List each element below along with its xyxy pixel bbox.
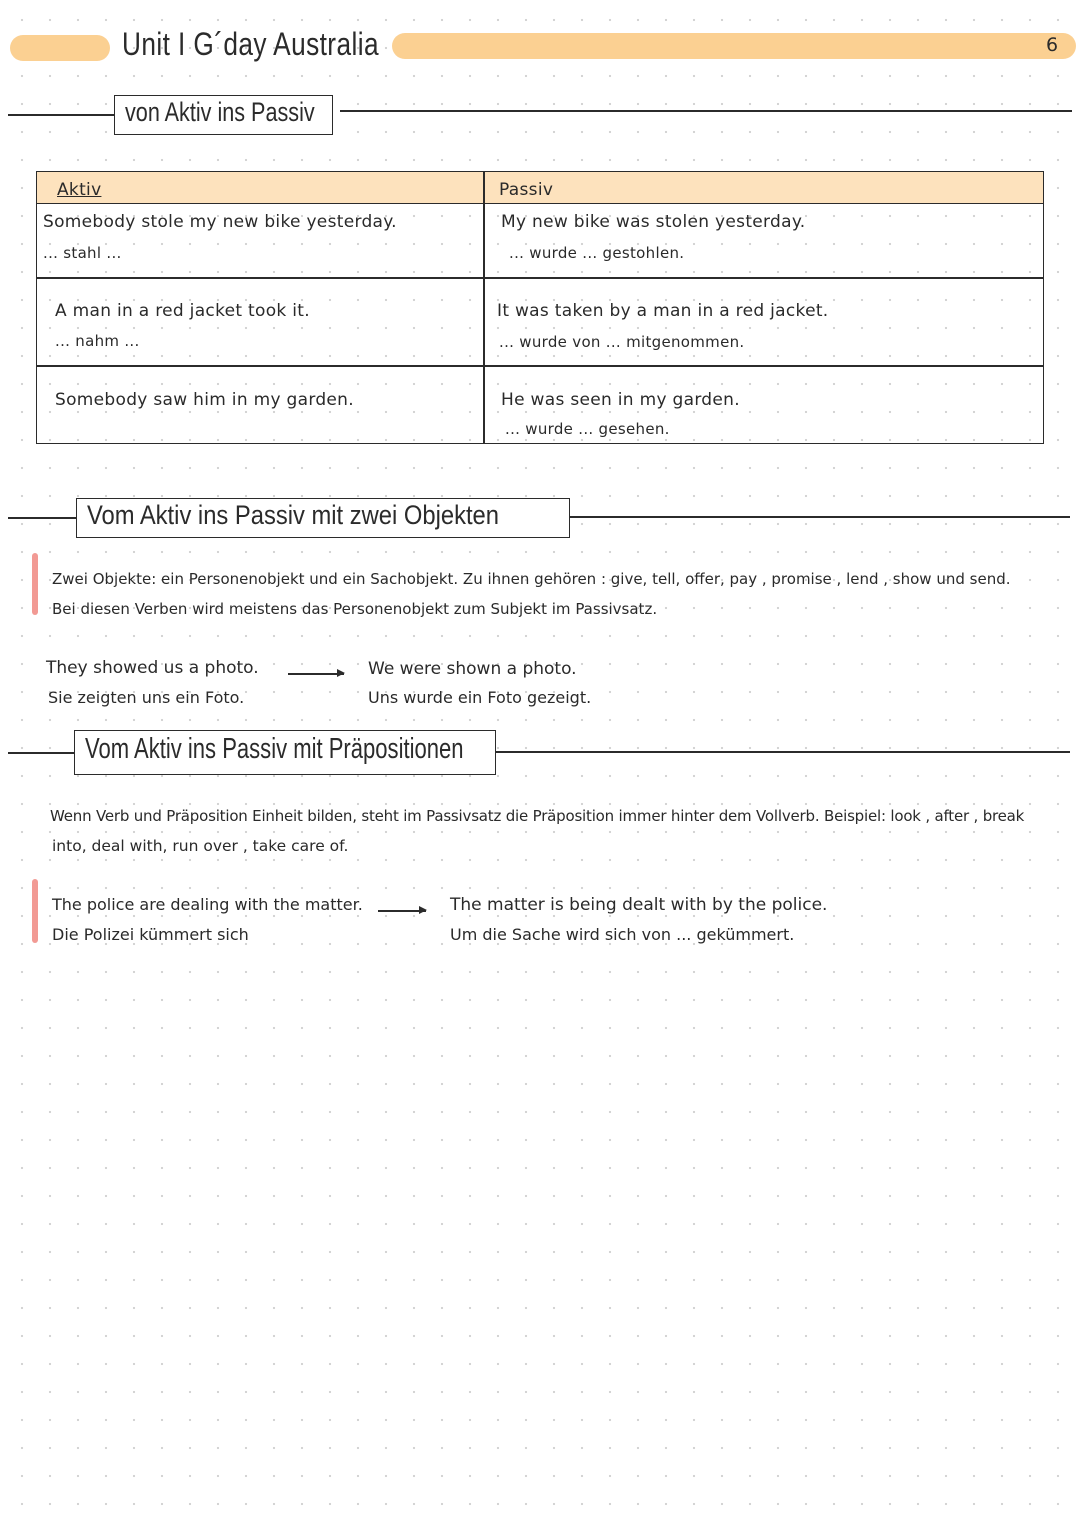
table-cell-passiv: It was taken by a man in a red jacket. — [497, 301, 829, 321]
rule-text-line1: Wenn Verb und Präposition Einheit bilden, steht im Passivsatz die Präposition immer hinter dem Vollverb. Beispiel: look , after , break — [50, 807, 1025, 825]
section3-heading: Vom Aktiv ins Passiv mit Präpositionen — [85, 733, 464, 765]
table-cell-passiv: My new bike was stolen yesterday. — [501, 212, 806, 232]
page-number: 6 — [1046, 34, 1059, 56]
header-accent-right — [392, 33, 1076, 59]
example-passive-de: Uns wurde ein Foto gezeigt. — [368, 688, 592, 707]
section3-heading-box — [74, 730, 496, 775]
table-cell-passiv-translation: ... wurde ... gestohlen. — [509, 244, 685, 262]
column-header-aktiv: Aktiv — [57, 180, 102, 200]
table-cell-aktiv: Somebody saw him in my garden. — [55, 390, 354, 410]
table-cell-passiv: He was seen in my garden. — [501, 390, 740, 410]
example-accent-bar — [32, 879, 38, 943]
table-cell-passiv-translation: ... wurde ... gesehen. — [505, 420, 670, 438]
table-row-divider — [37, 365, 1043, 367]
rule-text-line2: into, deal with, run over , take care of. — [52, 837, 349, 855]
section2-rule-left — [8, 517, 78, 519]
section2-rule-right — [570, 516, 1070, 518]
example-active-en: They showed us a photo. — [46, 658, 259, 678]
example-passive-de: Um die Sache wird sich von ... gekümmert. — [450, 925, 795, 944]
table-row-divider — [37, 277, 1043, 279]
section2-heading: Vom Aktiv ins Passiv mit zwei Objekten — [87, 500, 499, 530]
table-cell-aktiv-translation: ... nahm ... — [55, 332, 140, 350]
section1-rule-right — [340, 110, 1072, 112]
section1-rule-left — [8, 114, 116, 116]
section2-heading-box — [76, 498, 570, 538]
section1-heading: von Aktiv ins Passiv — [125, 97, 315, 127]
table-cell-aktiv-translation: ... stahl ... — [43, 244, 122, 262]
section3-rule-left — [8, 752, 76, 754]
table-column-divider — [483, 172, 485, 443]
example-active-de: Sie zeigten uns ein Foto. — [48, 688, 245, 707]
aktiv-passiv-table — [36, 171, 1044, 444]
rule-text-line1: Zwei Objekte: ein Personenobjekt und ein Sachobjekt. Zu ihnen gehören : give, tell, offer, pay , promise , lend , show und send. — [52, 570, 1011, 588]
example-active-en: The police are dealing with the matter. — [52, 895, 363, 914]
header-accent-left — [10, 35, 110, 61]
arrow-icon — [288, 673, 344, 675]
example-passive-en: We were shown a photo. — [368, 659, 577, 679]
table-cell-aktiv: Somebody stole my new bike yesterday. — [43, 212, 397, 232]
arrow-icon — [378, 910, 426, 912]
section1-heading-box — [114, 95, 333, 135]
example-passive-en: The matter is being dealt with by the police. — [450, 895, 828, 915]
table-cell-aktiv: A man in a red jacket took it. — [55, 301, 310, 321]
example-active-de: Die Polizei kümmert sich — [52, 925, 249, 944]
rule-accent-bar — [32, 553, 38, 615]
unit-title: Unit I G´day Australia — [122, 26, 379, 62]
rule-text-line2: Bei diesen Verben wird meistens das Personenobjekt zum Subjekt im Passivsatz. — [52, 600, 658, 618]
section3-rule-right — [496, 751, 1070, 753]
table-cell-passiv-translation: ... wurde von ... mitgenommen. — [499, 333, 745, 351]
column-header-passiv: Passiv — [499, 180, 554, 200]
